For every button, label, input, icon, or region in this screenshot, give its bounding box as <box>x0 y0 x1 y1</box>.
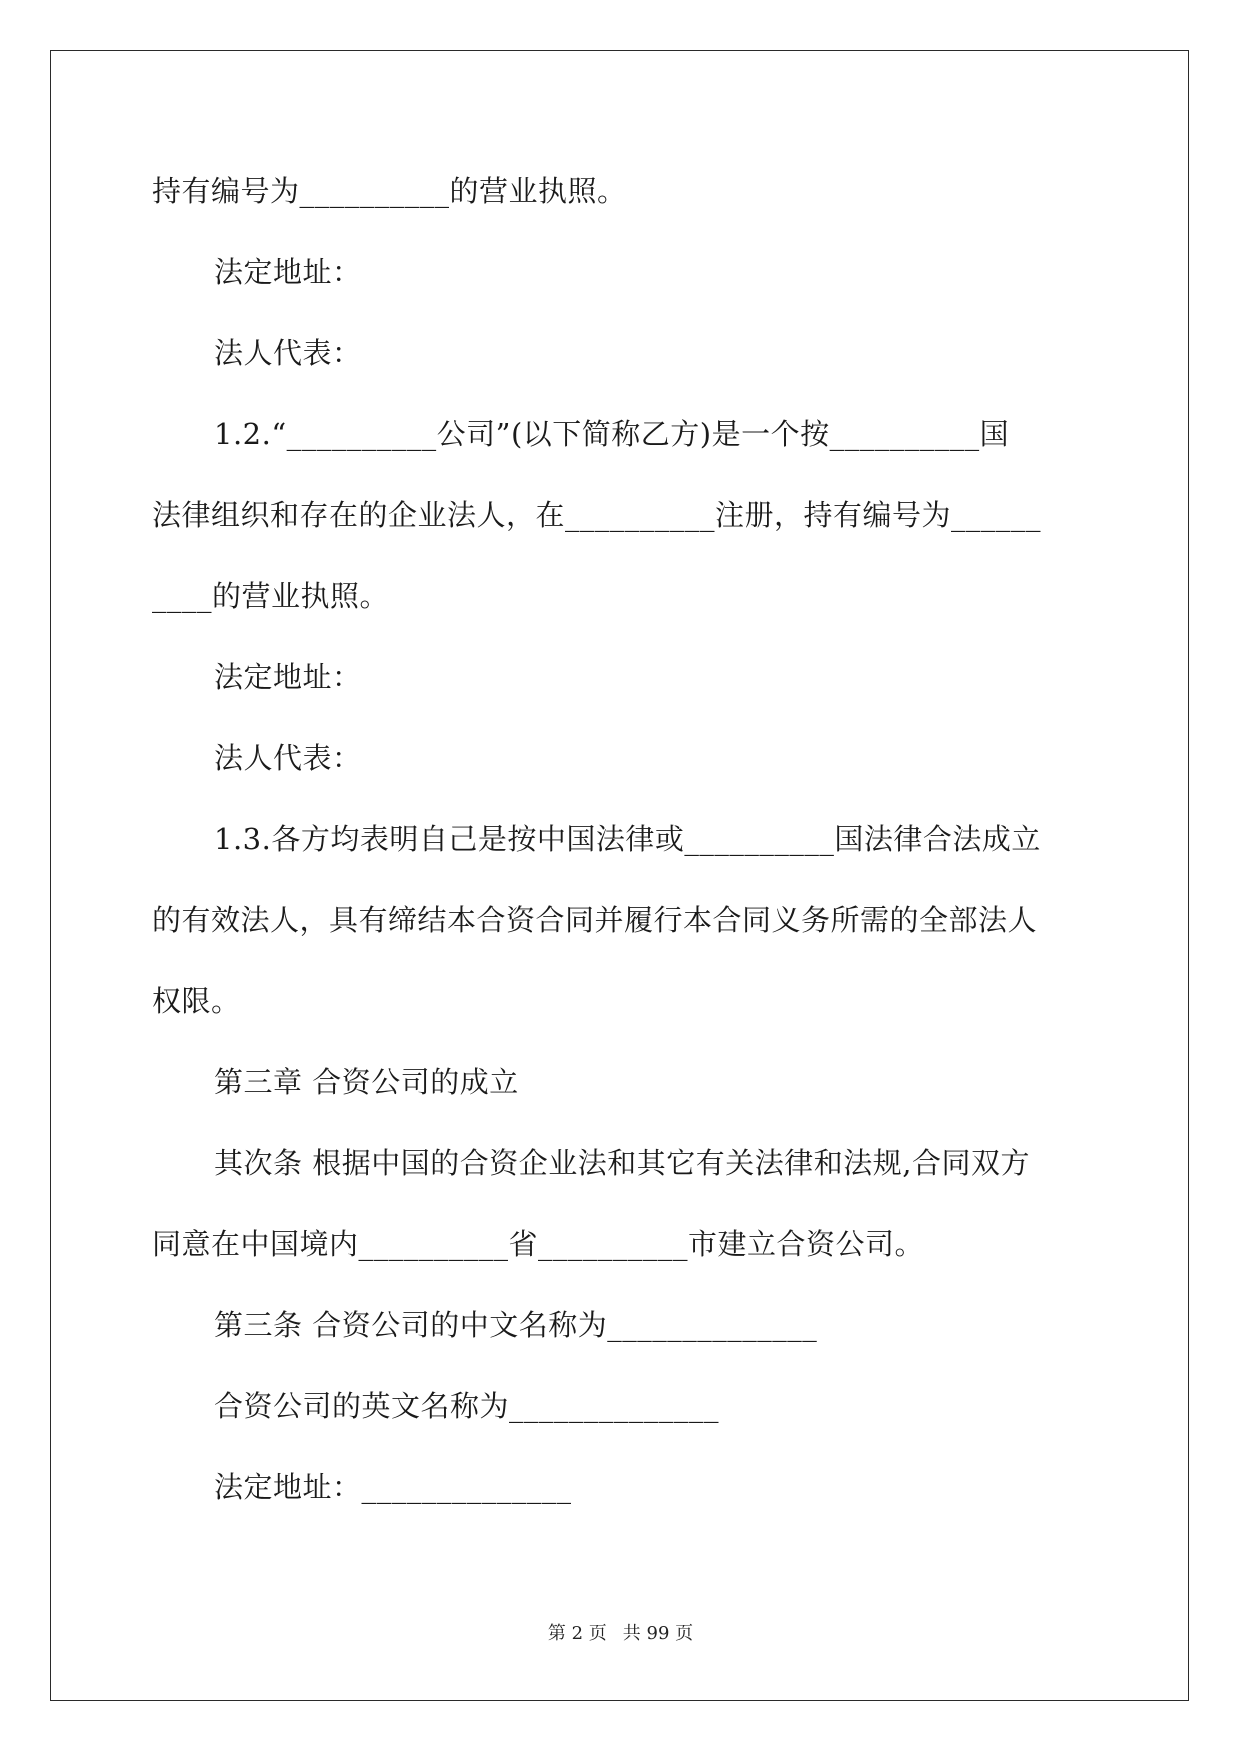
text-line: ____的营业执照。 <box>152 579 390 613</box>
page-number: 第 2 页 <box>547 1623 607 1644</box>
page-border <box>50 50 1189 1701</box>
text-line: 第三条 合资公司的中文名称为______________ <box>214 1308 818 1342</box>
total-pages: 共 99 页 <box>622 1623 694 1644</box>
text-line: 法定地址：______________ <box>214 1470 572 1504</box>
text-line: 持有编号为__________的营业执照。 <box>152 174 627 208</box>
page-footer <box>0 1619 1241 1645</box>
text-line: 法律组织和存在的企业法人，在__________注册，持有编号为______ <box>152 498 1042 532</box>
text-line: 其次条 根据中国的合资企业法和其它有关法律和法规,合同双方 <box>214 1146 1030 1180</box>
text-line: 法定地址： <box>214 255 362 289</box>
text-line: 的有效法人，具有缔结本合资合同并履行本合同义务所需的全部法人 <box>152 903 1038 937</box>
text-line: 同意在中国境内__________省__________市建立合资公司。 <box>152 1227 925 1261</box>
text-line: 法人代表： <box>214 741 362 775</box>
text-line: 合资公司的英文名称为______________ <box>214 1389 720 1423</box>
text-line: 法定地址： <box>214 660 362 694</box>
text-line: 1.3.各方均表明自己是按中国法律或__________国法律合法成立 <box>214 822 1041 856</box>
text-line: 法人代表： <box>214 336 362 370</box>
chapter-heading: 第三章 合资公司的成立 <box>214 1065 519 1099</box>
text-line: 权限。 <box>152 984 241 1018</box>
text-line: 1.2.“__________公司”(以下简称乙方)是一个按__________国 <box>214 417 1010 451</box>
